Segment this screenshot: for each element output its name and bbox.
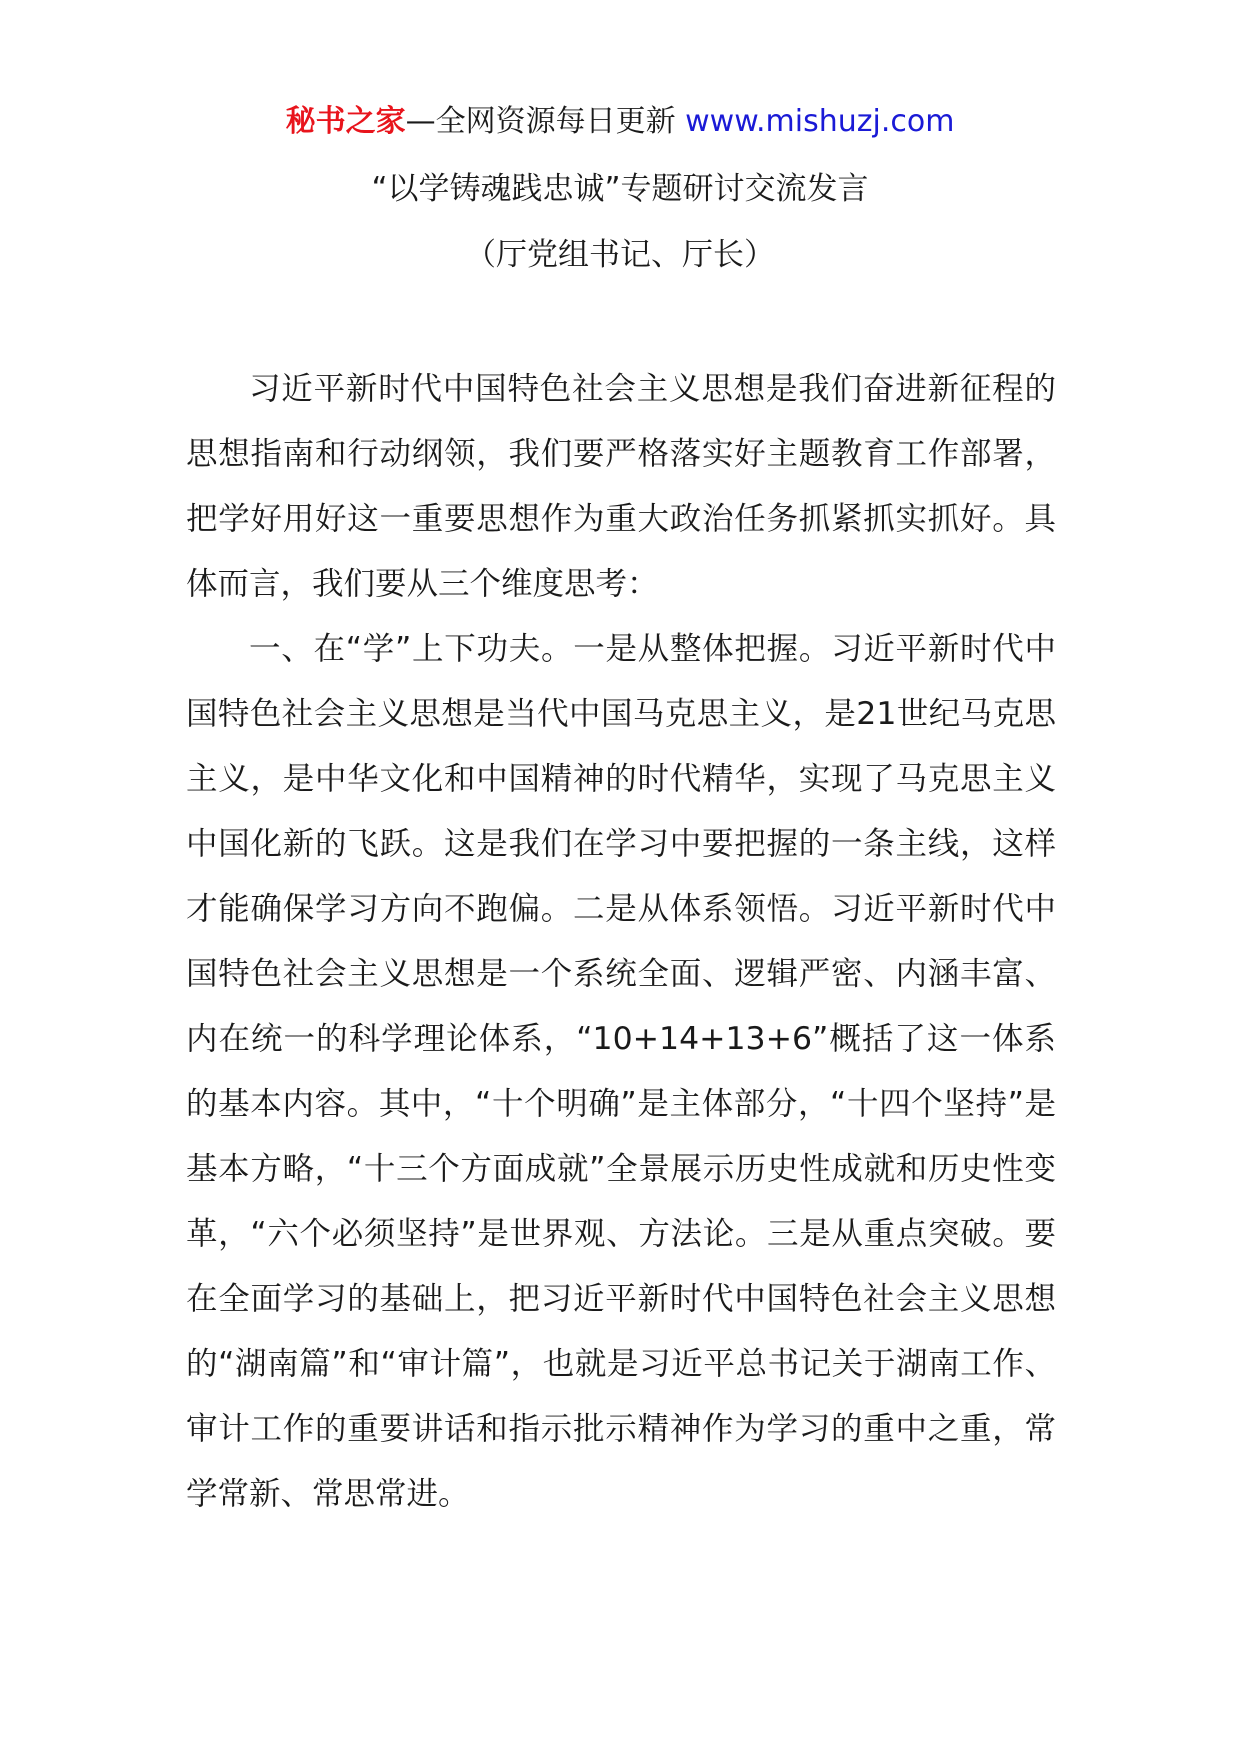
brand-name: 秘书之家 (285, 104, 406, 139)
body-paragraph: 习近平新时代中国特色社会主义思想是我们奋进新征程的思想指南和行动纲领，我们要严格落实好主题教育工作部署，把学好用好这一重要思想作为重大政治任务抓紧抓实抓好。具体而言，我们要从三个维度思考： (186, 371, 1056, 602)
site-tagline: —全网资源每日更新 (405, 104, 686, 139)
document-subtitle: （厅党组书记、厅长） (465, 237, 775, 273)
site-url-link[interactable]: www.mishuzj.com (685, 104, 955, 139)
document-body (186, 357, 1056, 1527)
site-header (0, 100, 1240, 144)
document-title: “以学铸魂践忠诚”专题研讨交流发言 (371, 171, 869, 207)
body-paragraph: 一、在“学”上下功夫。一是从整体把握。习近平新时代中国特色社会主义思想是当代中国马克思主义，是21世纪马克思主义，是中华文化和中国精神的时代精华，实现了马克思主义中国化新的飞跃。这是我们在学习中要把握的一条主线，这样才能确保学习方向不跑偏。二是从体系领悟。习近平新时代中国特色社会主义思想是一个系统全面、逻辑严密、内涵丰富、内在统一的科学理论体系，“10+14+13+6”概括了这一体系的基本内容。其中，“十个明确”是主体部分，“十四个坚持”是基本方略，“十三个方面成就”全景展示历史性成就和历史性变革，“六个必须坚持”是世界观、方法论。三是从重点突破。要在全面学习的基础上，把习近平新时代中国特色社会主义思想的“湖南篇”和“审计篇”，也就是习近平总书记关于湖南工作、审计工作的重要讲话和指示批示精神作为学习的重中之重，常学常新、常思常进。 (186, 631, 1056, 1512)
